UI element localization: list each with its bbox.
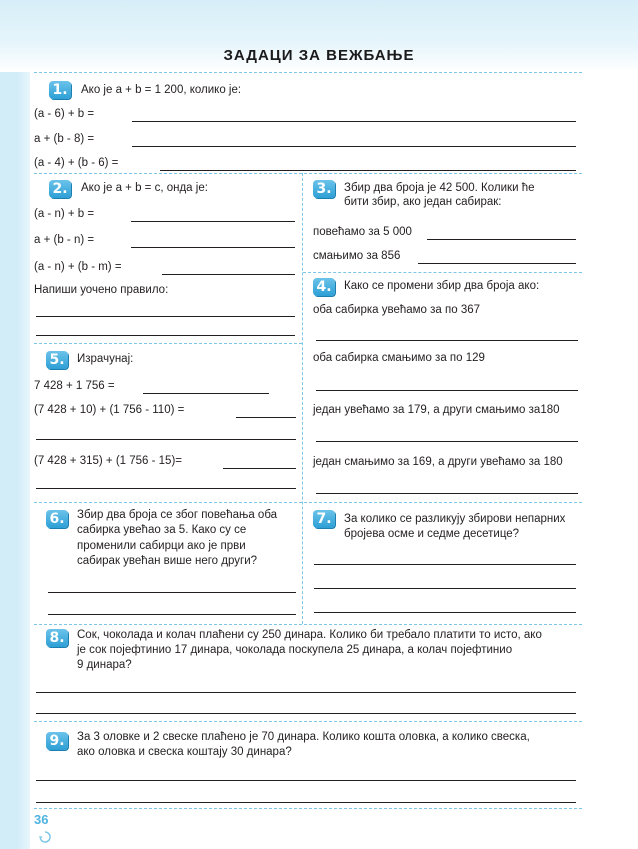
answer-line[interactable]	[132, 121, 576, 122]
answer-line[interactable]	[314, 564, 576, 565]
answer-line[interactable]	[36, 692, 576, 693]
answer-line[interactable]	[236, 417, 296, 418]
task1-prompt: Ако је a + b = 1 200, колико је:	[81, 84, 242, 96]
answer-line[interactable]	[418, 263, 576, 264]
task9-text: ако оловка и свеска коштају 30 динара?	[77, 746, 292, 758]
task7-text: бројева осме и седме десетице?	[344, 528, 520, 540]
task6-text: сабирка увећао за 5. Како су се	[77, 524, 247, 536]
answer-line[interactable]	[316, 441, 578, 442]
task-number-badge: 8.	[46, 629, 68, 647]
task3-line: повећамо за 5 000	[313, 226, 412, 238]
task2-line: a + (b - n) =	[34, 234, 95, 246]
divider	[34, 624, 582, 625]
task3-line: смањимо за 856	[313, 250, 401, 262]
task2-rule: Напиши уочено правило:	[34, 284, 169, 296]
answer-line[interactable]	[132, 146, 576, 147]
task2-line: (a - n) + b =	[34, 208, 95, 220]
answer-line[interactable]	[48, 592, 296, 593]
task6-text: променили сабирци ако је први	[77, 540, 246, 552]
answer-line[interactable]	[223, 468, 296, 469]
task3-prompt: бити збир, ако један сабирак:	[344, 196, 502, 208]
answer-line[interactable]	[48, 614, 296, 615]
divider	[303, 272, 582, 273]
task5-line: (7 428 + 315) + (1 756 - 15)=	[34, 455, 183, 467]
answer-line[interactable]	[131, 247, 295, 248]
task6-text: Збир два броја се због повећања оба	[77, 509, 278, 521]
answer-line[interactable]	[36, 316, 295, 317]
page-number: 36	[34, 812, 49, 827]
task9-text: За 3 оловке и 2 свеске плаћено је 70 динара. Колико кошта оловка, а колико свеска,	[77, 731, 530, 743]
answer-line[interactable]	[131, 221, 295, 222]
task4-item: оба сабирка смањимо за по 129	[313, 352, 485, 364]
task1-line: (a - 6) + b =	[34, 108, 95, 120]
task4-prompt: Како се промени збир два броја ако:	[344, 280, 540, 292]
task5-prompt: Израчунај:	[77, 353, 134, 365]
task7-text: За колико се разликују збирови непарних	[344, 513, 566, 525]
side-band	[0, 0, 30, 849]
task4-item: један смањимо за 169, а други увећамо за 180	[313, 456, 563, 468]
task-number-badge: 3.	[313, 180, 335, 198]
answer-line[interactable]	[316, 390, 578, 391]
task8-text: 9 динара?	[77, 659, 132, 671]
task5-line: 7 428 + 1 756 =	[34, 380, 115, 392]
task5-line: (7 428 + 10) + (1 756 - 110) =	[34, 404, 185, 416]
task-number-badge: 5.	[46, 351, 68, 369]
page-title: ЗАДАЦИ ЗА ВЕЖБАЊЕ	[223, 47, 415, 64]
task1-line: a + (b - 8) =	[34, 133, 95, 145]
divider	[34, 343, 302, 344]
divider	[34, 721, 582, 722]
task4-item: оба сабирка увећамо за по 367	[313, 304, 481, 316]
answer-line[interactable]	[160, 170, 576, 171]
task3-prompt: Збир два броја је 42 500. Колики ће	[344, 182, 535, 194]
task4-item: један увећамо за 179, а други смањимо за180	[313, 404, 560, 416]
divider	[34, 808, 582, 809]
answer-line[interactable]	[314, 612, 576, 613]
divider	[34, 502, 582, 503]
divider	[34, 72, 582, 73]
task-number-badge: 4.	[313, 278, 335, 296]
task-number-badge: 1.	[49, 81, 71, 99]
divider-vertical	[302, 173, 303, 624]
answer-line[interactable]	[314, 588, 576, 589]
task1-line: (a - 4) + (b - 6) =	[34, 157, 119, 169]
task8-text: је сок појефтинио 17 динара, чоколада поскупела 25 динара, а колач појефтинио	[77, 644, 513, 656]
answer-line[interactable]	[316, 340, 578, 341]
task-number-badge: 9.	[46, 732, 68, 750]
task8-text: Сок, чоколада и колач плаћени су 250 динара. Колико би требало платити то исто, ако	[77, 629, 542, 641]
answer-line[interactable]	[316, 493, 578, 494]
answer-line[interactable]	[36, 439, 296, 440]
answer-line[interactable]	[36, 488, 296, 489]
divider	[34, 173, 582, 174]
task2-line: (a - n) + (b - m) =	[34, 261, 122, 273]
answer-line[interactable]	[162, 274, 295, 275]
answer-line[interactable]	[36, 780, 576, 781]
answer-line[interactable]	[427, 239, 576, 240]
task-number-badge: 7.	[313, 510, 335, 528]
answer-line[interactable]	[36, 713, 576, 714]
task6-text: сабирак увећан више него други?	[77, 555, 258, 567]
answer-line[interactable]	[143, 393, 269, 394]
answer-line[interactable]	[36, 335, 295, 336]
task2-prompt: Ако је a + b = c, онда је:	[81, 182, 208, 194]
task-number-badge: 6.	[46, 510, 68, 528]
cycle-arrows-icon	[38, 830, 52, 844]
answer-line[interactable]	[36, 802, 576, 803]
task-number-badge: 2.	[49, 180, 71, 198]
